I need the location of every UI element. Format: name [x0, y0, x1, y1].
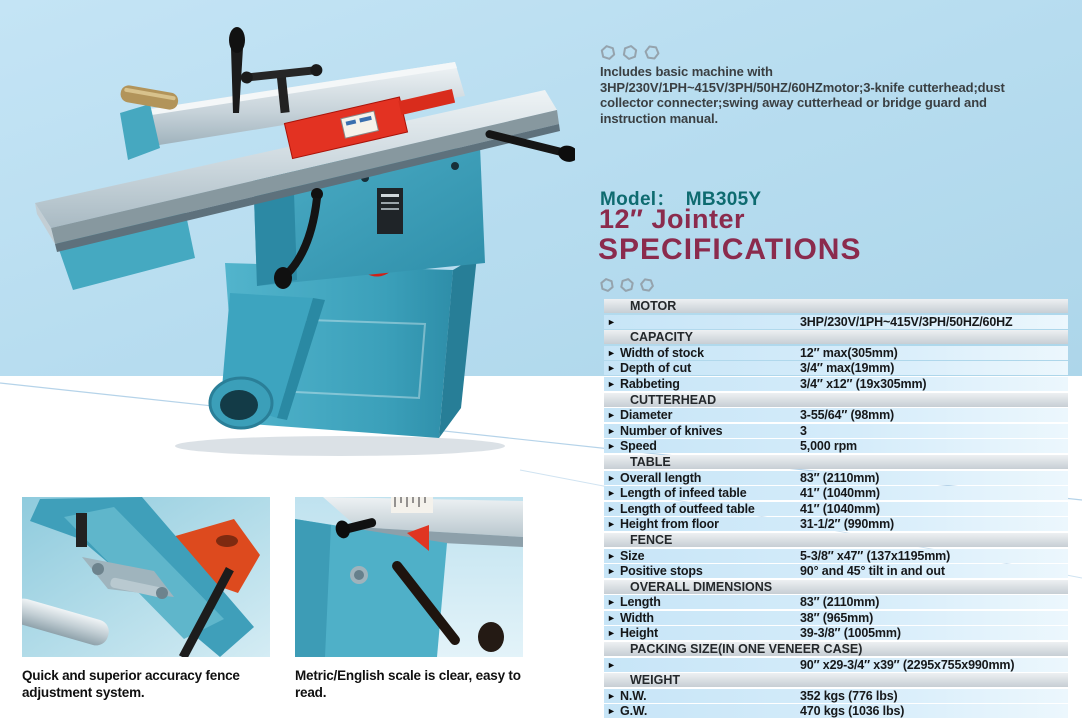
spec-row	[604, 517, 1068, 531]
spec-row	[604, 377, 1068, 391]
hexagon-icon	[600, 278, 614, 292]
hexagon-icon	[640, 279, 654, 291]
spec-section-header: TABLE	[604, 455, 1068, 469]
detail-photo-fence-adjustment	[22, 497, 270, 657]
spec-value: 12″ max(305mm)	[800, 345, 898, 360]
spec-row	[604, 564, 1068, 578]
row-arrow-icon: ►	[607, 441, 616, 452]
spec-label: Length	[620, 595, 661, 610]
caption-line: read.	[295, 684, 327, 700]
spec-section-header: PACKING SIZE(IN ONE VENEER CASE)	[604, 642, 1068, 656]
spec-row	[604, 361, 1068, 375]
spec-section-header: CAPACITY	[604, 330, 1068, 344]
spec-row	[604, 315, 1068, 329]
spec-label: Length of infeed table	[620, 486, 747, 501]
spec-row	[604, 689, 1068, 703]
spec-label: Length of outfeed table	[620, 501, 755, 516]
row-arrow-icon: ►	[607, 597, 616, 608]
spec-section-header: WEIGHT	[604, 673, 1068, 687]
spec-row	[604, 471, 1068, 485]
spec-value: 31-1/2″ (990mm)	[800, 517, 895, 532]
spec-label: Speed	[620, 439, 657, 454]
spec-value: 352 kgs (776 lbs)	[800, 688, 898, 703]
caption-line: Metric/English scale is clear, easy to	[295, 668, 521, 683]
spec-value: 90″ x29-3/4″ x39″ (2295x755x990mm)	[800, 657, 1015, 672]
spec-label: Diameter	[620, 408, 673, 423]
row-arrow-icon: ►	[607, 347, 616, 358]
spec-value: 3HP/230V/1PH~415V/3PH/50HZ/60HZ	[800, 314, 1013, 329]
caption-scale	[295, 668, 521, 701]
spec-row	[604, 346, 1068, 360]
spec-row	[604, 424, 1068, 438]
caption-line: Quick and superior accuracy fence	[22, 668, 240, 683]
spec-value: 39-3/8″ (1005mm)	[800, 626, 901, 641]
row-arrow-icon: ►	[607, 363, 616, 374]
spec-section-header: CUTTERHEAD	[604, 393, 1068, 407]
row-arrow-icon: ►	[607, 566, 616, 577]
spec-row	[604, 595, 1068, 609]
spec-label: Rabbeting	[620, 376, 680, 391]
spec-label: Overall length	[620, 470, 702, 485]
spec-label: N.W.	[620, 688, 647, 703]
spec-row	[604, 704, 1068, 718]
spec-value: 3-55/64″ (98mm)	[800, 408, 895, 423]
spec-label: Positive stops	[620, 564, 703, 579]
row-arrow-icon: ►	[607, 550, 616, 561]
spec-value: 3	[800, 423, 807, 438]
description-line: instruction manual.	[600, 110, 719, 126]
clamp-lever	[76, 513, 87, 547]
spec-value: 90° and 45° tilt in and out	[800, 564, 945, 579]
spec-section-header: FENCE	[604, 533, 1068, 547]
caption-line: adjustment system.	[22, 684, 145, 700]
spec-label: Width of stock	[620, 345, 704, 360]
row-arrow-icon: ►	[607, 425, 616, 436]
hexagon-icon	[600, 45, 616, 60]
page-title-specifications: SPECIFICATIONS	[598, 233, 862, 266]
spec-row	[604, 549, 1068, 563]
spec-section-header: OVERALL DIMENSIONS	[604, 580, 1068, 594]
spec-row	[604, 611, 1068, 625]
row-arrow-icon: ►	[607, 503, 616, 514]
scale-strip	[391, 497, 433, 513]
spec-section-header: MOTOR	[604, 299, 1068, 313]
caption-fence-adjustment	[22, 668, 240, 701]
main-machine-photo	[25, 18, 575, 468]
row-arrow-icon: ►	[607, 628, 616, 639]
model-label: Model：	[600, 189, 676, 210]
spec-row	[604, 439, 1068, 453]
spec-label: Depth of cut	[620, 361, 692, 376]
row-arrow-icon: ►	[607, 488, 616, 499]
row-arrow-icon: ►	[607, 612, 616, 623]
row-arrow-icon: ►	[607, 519, 616, 530]
spec-label: Height	[620, 626, 658, 641]
hexagon-icon	[621, 44, 638, 61]
spec-value: 3/4″ x12″ (19x305mm)	[800, 376, 927, 391]
detail-photo-scale	[295, 497, 523, 657]
spec-table	[604, 299, 1068, 720]
spec-row	[604, 658, 1068, 672]
spec-row	[604, 408, 1068, 422]
includes-description	[600, 64, 1080, 126]
row-arrow-icon: ►	[607, 410, 616, 421]
spec-value: 5-3/8″ x47″ (137x1195mm)	[800, 548, 951, 563]
description-line: Includes basic machine with	[600, 64, 773, 79]
hexagon-icons-top	[600, 44, 664, 61]
spec-row	[604, 626, 1068, 640]
spec-label: Number of knives	[620, 423, 723, 438]
row-arrow-icon: ►	[607, 690, 616, 701]
spec-value: 41″ (1040mm)	[800, 501, 880, 516]
model-value: MB305Y	[685, 189, 762, 210]
spec-label: Height from floor	[620, 517, 719, 532]
row-arrow-icon: ►	[607, 706, 616, 717]
spec-label: Size	[620, 548, 645, 563]
machine-shadow	[175, 436, 505, 456]
hexagon-icons-table	[600, 277, 660, 293]
hexagon-icon	[619, 277, 635, 293]
description-line: collector connecter;swing away cutterhead or bridge guard and	[600, 95, 987, 110]
spec-label: Width	[620, 610, 654, 625]
spec-row	[604, 486, 1068, 500]
row-arrow-icon: ►	[607, 378, 616, 389]
spec-value: 83″ (2110mm)	[800, 595, 880, 610]
spec-value: 5,000 rpm	[800, 439, 858, 454]
page-title-jointer: 12″ Jointer	[599, 204, 745, 234]
spec-value: 38″ (965mm)	[800, 610, 874, 625]
spec-row	[604, 502, 1068, 516]
row-arrow-icon: ►	[607, 472, 616, 483]
spec-value: 470 kgs (1036 lbs)	[800, 704, 905, 719]
hexagon-icon	[645, 46, 659, 59]
row-arrow-icon: ►	[607, 316, 616, 327]
spec-value: 3/4″ max(19mm)	[800, 361, 895, 376]
spec-label: G.W.	[620, 704, 648, 719]
row-arrow-icon: ►	[607, 659, 616, 670]
description-line: 3HP/230V/1PH~415V/3PH/50HZ/60HZmotor;3-knife cutterhead;dust	[600, 79, 1005, 95]
spec-value: 83″ (2110mm)	[800, 470, 880, 485]
spec-value: 41″ (1040mm)	[800, 486, 880, 501]
